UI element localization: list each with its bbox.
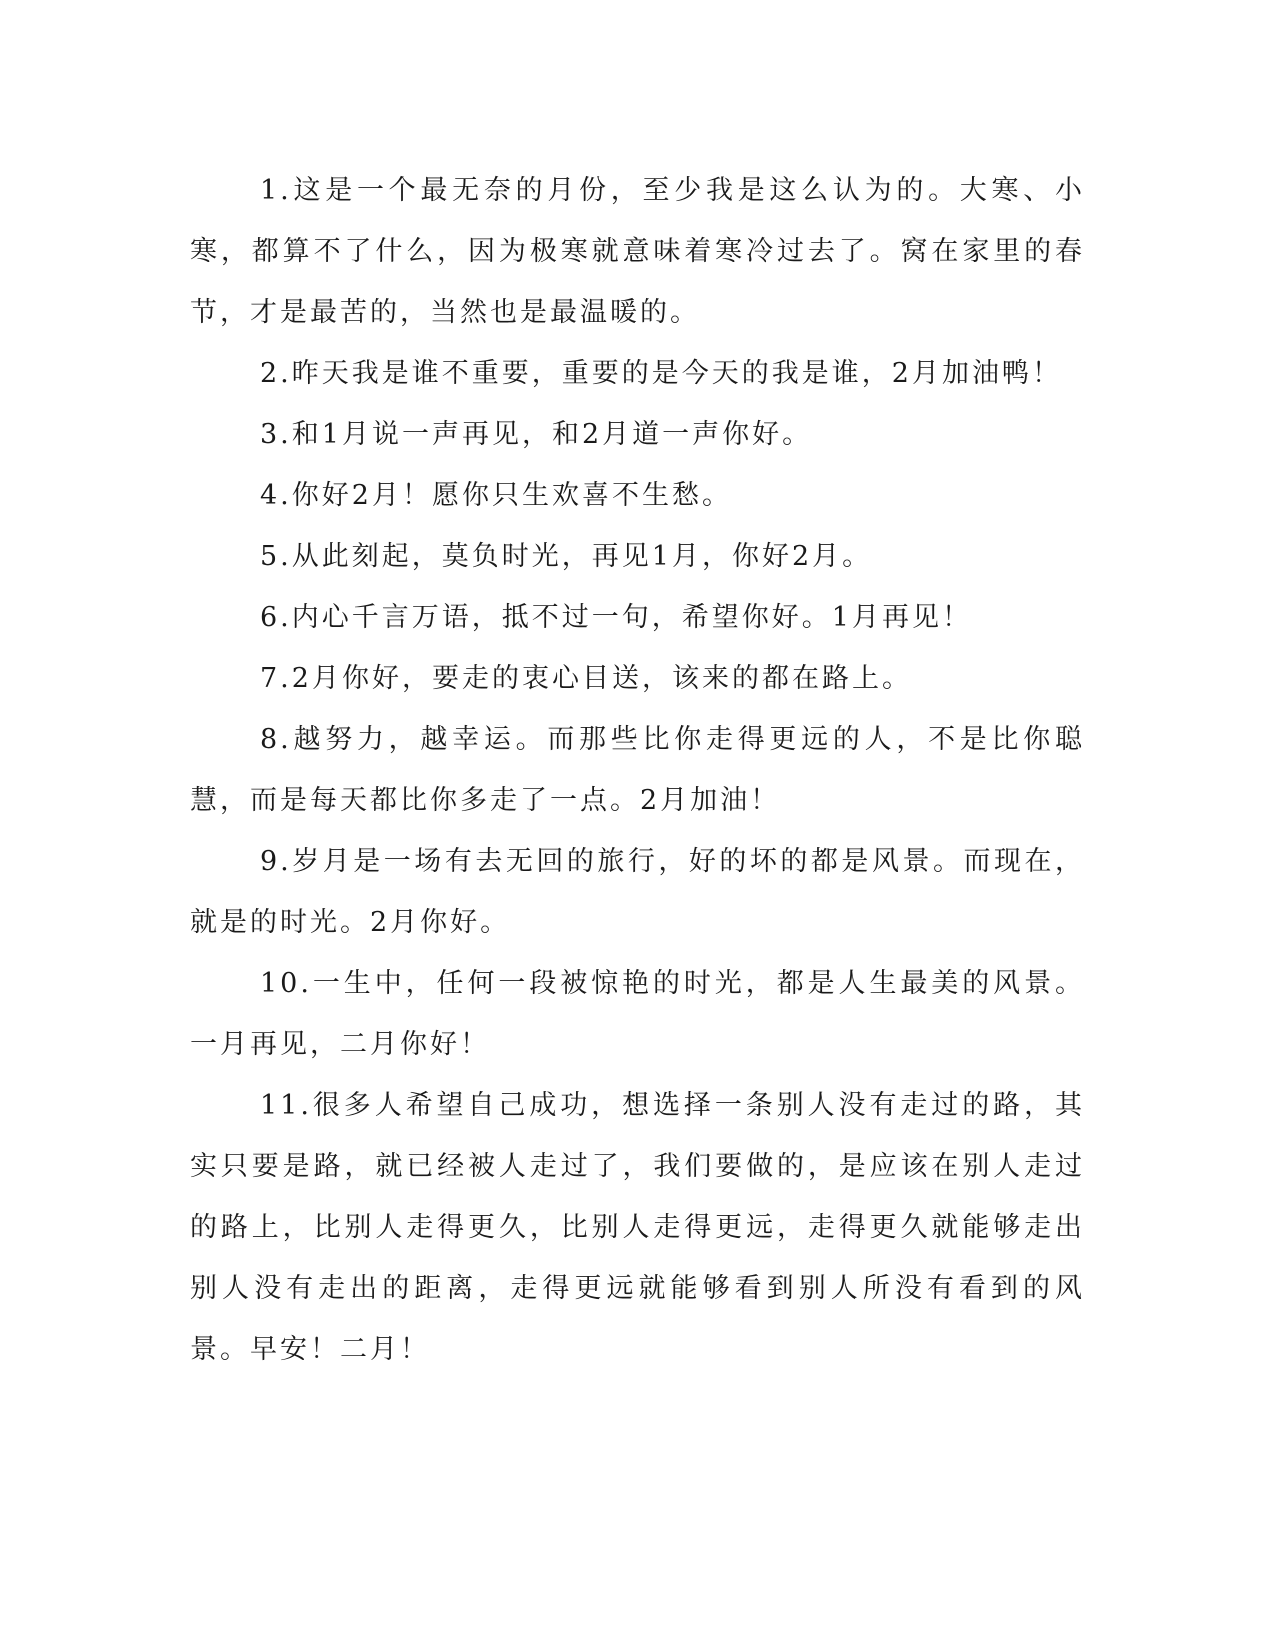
paragraph-7: 7.2月你好，要走的衷心目送，该来的都在路上。 [260, 663, 912, 694]
paragraph-5: 5.从此刻起，莫负时光，再见1月，你好2月。 [260, 541, 873, 572]
paragraph-3: 3.和1月说一声再见，和2月道一声你好。 [260, 419, 813, 450]
paragraph-9: 9.岁月是一场有去无回的旅行，好的坏的都是风景。而现在，就是的时光。2月你好。 [190, 846, 1085, 938]
paragraph-10: 10.一生中，任何一段被惊艳的时光，都是人生最美的风景。一月再见，二月你好！ [190, 968, 1085, 1060]
paragraph-8: 8.越努力，越幸运。而那些比你走得更远的人，不是比你聪慧，而是每天都比你多走了一点。2月加油！ [190, 724, 1085, 816]
paragraph-4: 4.你好2月！愿你只生欢喜不生愁。 [260, 480, 732, 511]
paragraph-2: 2.昨天我是谁不重要，重要的是今天的我是谁，2月加油鸭！ [260, 358, 1062, 389]
paragraph-1: 1.这是一个最无奈的月份，至少我是这么认为的。大寒、小寒，都算不了什么，因为极寒就意味着寒冷过去了。窝在家里的春节，才是最苦的，当然也是最温暖的。 [190, 175, 1085, 328]
paragraph-6: 6.内心千言万语，抵不过一句，希望你好。1月再见！ [260, 602, 972, 633]
paragraph-11: 11.很多人希望自己成功，想选择一条别人没有走过的路，其实只要是路，就已经被人走过了，我们要做的，是应该在别人走过的路上，比别人走得更久，比别人走得更远，走得更久就能够走出别人没有走出的距离，走得更远就能够看到别人所没有看到的风景。早安！二月！ [190, 1090, 1085, 1365]
document-body [190, 160, 1085, 1380]
